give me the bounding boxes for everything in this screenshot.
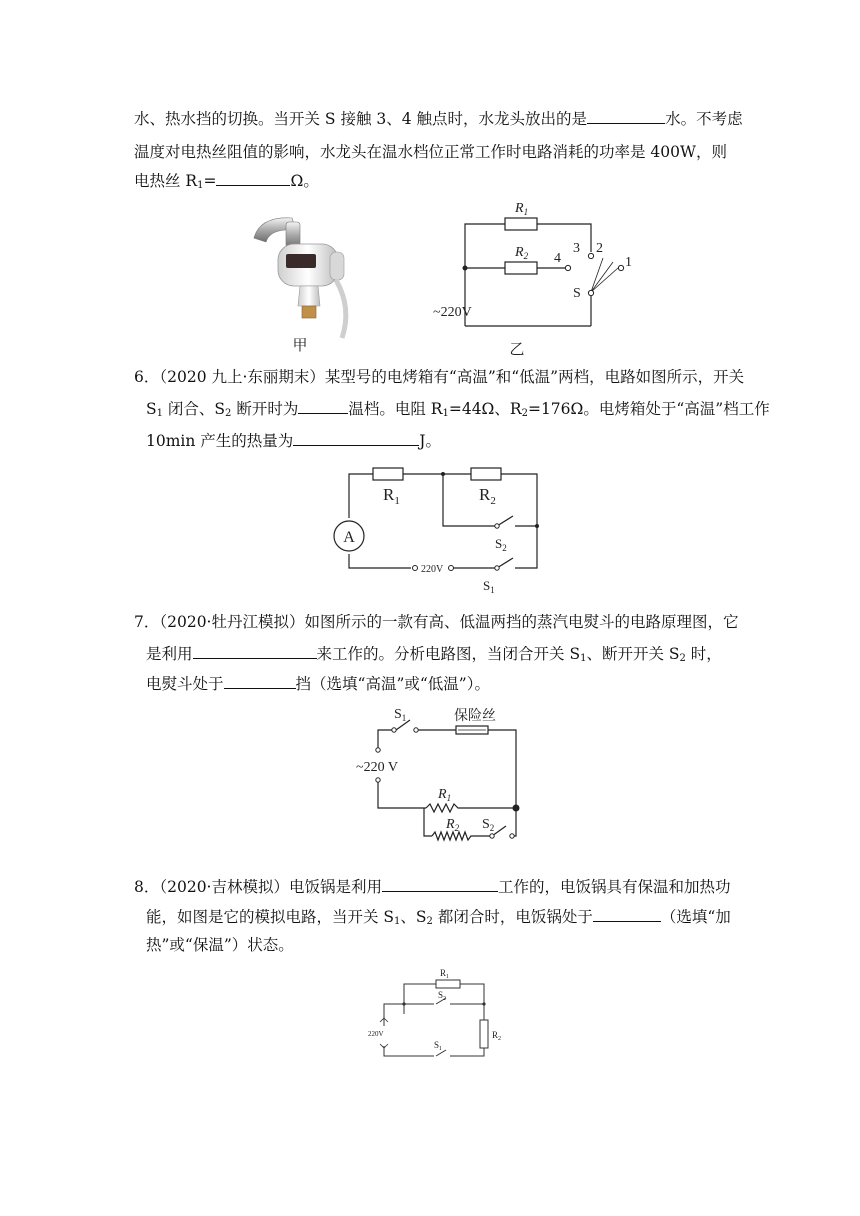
circuit-diagram-yi	[425, 196, 645, 358]
svg-text:R2: $R_2$	[479, 485, 496, 507]
resistor-r2	[505, 262, 537, 274]
svg-text:~220 V: ~220 V	[356, 760, 398, 775]
svg-text:~220V: ~220V	[433, 305, 472, 320]
resistor-r1	[505, 218, 537, 230]
svg-text:R1: $R_1$	[440, 968, 450, 980]
q7-text-line-1: 7．（2020·牡丹江模拟）如图所示的一款有高、低温两挡的蒸汽电熨斗的电路原理图，它	[134, 613, 739, 631]
svg-text:R2: $R_2$	[446, 817, 460, 833]
answer-blank[interactable]	[224, 671, 296, 689]
q8-text-line-2: 能，如图是它的模拟电路，当开关 $S_1$、$S_2$ 都闭合时，电饭锅处于 （选填“加	[146, 904, 731, 927]
svg-text:R1: $R_1$	[383, 485, 400, 507]
svg-text:220V: 220V	[421, 564, 444, 575]
svg-text:S: S	[573, 286, 581, 301]
svg-text:4: 4	[554, 251, 561, 266]
answer-blank[interactable]	[593, 904, 661, 922]
answer-blank[interactable]	[587, 106, 665, 124]
figure-caption-jia: 甲	[292, 338, 308, 354]
svg-text:3: 3	[573, 241, 580, 256]
svg-text:S2: $S_2$	[495, 536, 507, 553]
svg-text:R1: $R_1$	[515, 201, 529, 217]
svg-text:S2: $S_2$	[438, 990, 447, 1002]
svg-text:R2: $R_2$	[492, 1030, 502, 1042]
q6-text-line-1: 6．（2020 九上·东丽期末）某型号的电烤箱有“高温”和“低温”两档，电路如图所示，开关	[134, 368, 745, 386]
svg-text:A: A	[343, 529, 355, 546]
q7-text-line-3: 电熨斗处于 挡（选填“高温”或“低温”）。	[146, 671, 490, 694]
svg-text:S1: $S_1$	[483, 578, 495, 595]
svg-text:S1: $S_1$	[394, 707, 407, 723]
q5-text-line-3: 电热丝 $R_1= \Omega$。	[134, 168, 319, 191]
q8-text-line-3: 热”或“保温”）状态。	[146, 936, 294, 954]
q6-text-line-3: 10min 产生的热量为 J。	[146, 428, 441, 451]
q6-text-line-2: $S_1$ 闭合、$S_2$ 断开时为 温档。电阻 $R_1=44\Omega$、$R_2=176\Omega$。电烤箱处于“高温”档工作	[146, 396, 770, 419]
circuit-diagram-q8	[364, 966, 514, 1066]
q8-text-line-1: 8．（2020·吉林模拟）电饭锅是利用 工作的，电饭锅具有保温和加热功	[134, 874, 731, 897]
circuit-diagram-q6	[325, 456, 555, 596]
q5-text-line-2: 温度对电热丝阻值的影响，水龙头在温水档位正常工作时电路消耗的功率是 400W，则	[134, 143, 727, 161]
figure-caption-yi: 乙	[509, 342, 525, 358]
faucet-photo	[240, 208, 360, 358]
svg-text:保险丝: 保险丝	[454, 709, 496, 724]
answer-blank[interactable]	[216, 168, 290, 186]
answer-blank[interactable]	[193, 641, 317, 659]
circuit-diagram-q7	[354, 700, 534, 852]
svg-text:2: 2	[596, 241, 603, 256]
q7-text-line-2: 是利用 来工作的。分析电路图，当闭合开关 $S_1$、断开开关 $S_2$ 时，	[146, 641, 722, 664]
svg-text:S2: $S_2$	[482, 817, 495, 833]
svg-text:S1: $S_1$	[434, 1040, 443, 1052]
answer-blank[interactable]	[298, 396, 348, 414]
answer-blank[interactable]	[382, 874, 498, 892]
answer-blank[interactable]	[293, 428, 419, 446]
svg-text:R1: $R_1$	[438, 787, 452, 803]
svg-text:R2: $R_2$	[515, 245, 529, 261]
q5-text-line-1: 水、热水挡的切换。当开关 S 接触 3、4 触点时，水龙头放出的是 水。不考虑	[134, 106, 743, 129]
svg-text:1: 1	[625, 255, 632, 270]
svg-text:220V: 220V	[368, 1030, 384, 1038]
